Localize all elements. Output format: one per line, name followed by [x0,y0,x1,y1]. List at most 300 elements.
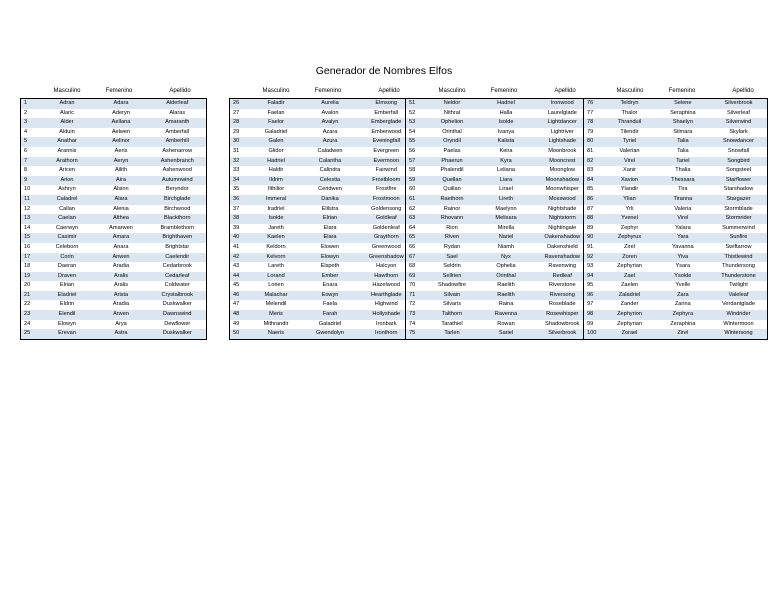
surname: Swiftarrow [710,243,768,253]
table-row [21,243,207,253]
male-name: Ophelion [426,118,479,128]
female-name: Enara [303,281,358,291]
row-number: 4 [21,128,41,138]
female-name: Selene [656,99,710,109]
surname: Graythorn [358,233,416,243]
surname: Summerwind [710,224,768,234]
female-name: Kyra [479,157,534,167]
table-row [230,262,416,272]
female-name: Elilstra [303,205,358,215]
male-name: Eladriel [41,291,94,301]
table-row [21,253,207,263]
row-number: 73 [406,310,426,320]
female-name: Ysara [656,262,710,272]
row-number: 42 [230,253,250,263]
table-row [230,329,416,339]
male-name: Arathorn [41,157,94,167]
header-masculino: Masculino [616,88,644,94]
male-name: Elowyn [41,320,94,330]
female-name: Yiva [656,253,710,263]
female-name: Farah [303,310,358,320]
male-name: Lorand [250,272,303,282]
row-number: 47 [230,300,250,310]
table-row [21,214,207,224]
female-name: Ysolde [656,272,710,282]
row-number: 60 [406,185,426,195]
row-number: 8 [21,166,41,176]
female-name: Yalara [656,224,710,234]
row-number: 9 [21,176,41,186]
table-row [230,320,416,330]
column-headers [20,88,207,98]
female-name: Hadriel [479,99,534,109]
female-name: Isolde [479,118,534,128]
table-row [584,147,768,157]
row-number: 58 [406,166,426,176]
table-row [406,300,592,310]
male-name: Callan [41,205,94,215]
row-number: 46 [230,291,250,301]
female-name: Seraphina [656,109,710,119]
male-name: Valerian [603,147,655,157]
female-name: Liara [479,176,534,186]
male-name: Caladrel [41,195,94,205]
row-number: 88 [584,214,604,224]
female-name: Aelinor [94,137,149,147]
male-name: Sael [426,253,479,263]
surname: Fairwind [358,166,416,176]
male-name: Nithral [426,109,479,119]
male-name: Galen [250,137,303,147]
surname: Amberhill [149,137,207,147]
table-row [406,128,592,138]
female-name: Melisara [479,214,534,224]
header-apellido: Apellido [554,88,576,94]
row-number: 93 [584,262,604,272]
surname: Halcyon [358,262,416,272]
surname: Caelendir [149,253,207,263]
female-name: Amara [94,233,149,243]
row-number: 91 [584,243,604,253]
names-block-3 [405,88,592,340]
surname: Thistlewind [710,253,768,263]
table-row [406,147,592,157]
surname: Goldensong [358,205,416,215]
female-name: Mirella [479,224,534,234]
male-name: Tilendir [603,128,655,138]
surname: Frostfire [358,185,416,195]
male-name: Shadowfire [426,281,479,291]
table-row [230,243,416,253]
male-name: Ylandir [603,185,655,195]
table-row [230,147,416,157]
male-name: Galadriel [250,128,303,138]
table-row [230,205,416,215]
female-name: Alsinn [94,185,149,195]
female-name: Talia [656,137,710,147]
female-name: Anara [94,243,149,253]
table-row [230,157,416,167]
row-number: 84 [584,176,604,186]
table-row [584,224,768,234]
female-name: Yavanna [656,243,710,253]
female-name: Tira [656,185,710,195]
surname: Riverstone [534,281,592,291]
male-name: Zephyrian [603,262,655,272]
female-name: Ailith [94,166,149,176]
row-number: 72 [406,300,426,310]
male-name: Glidor [250,147,303,157]
header-femenino: Femenino [490,88,518,94]
table-row [406,262,592,272]
female-name: Leliana [479,166,534,176]
surname: Songsteel [710,166,768,176]
row-number: 18 [21,262,41,272]
table-row [584,109,768,119]
surname: Twilight [710,281,768,291]
male-name: Kaelen [250,233,303,243]
surname: Alaras [149,109,207,119]
surname: Moonshadow [534,176,592,186]
male-name: Quillan [426,185,479,195]
surname: Skylark [710,128,768,138]
male-name: Xavion [603,176,655,186]
female-name: Galadriel [303,320,358,330]
male-name: Virel [603,157,655,167]
male-name: Quellan [426,176,479,186]
row-number: 11 [21,195,41,205]
female-name: Yvelle [656,281,710,291]
female-name: Lireth [479,195,534,205]
male-name: Naeris [250,329,303,339]
row-number: 62 [406,205,426,215]
female-name: Niamh [479,243,534,253]
surname: Emberfall [358,109,416,119]
header-femenino: Femenino [314,88,342,94]
row-number: 41 [230,243,250,253]
table-row [406,166,592,176]
row-number: 71 [406,291,426,301]
male-name: Isolde [250,214,303,224]
female-name: Azara [303,128,358,138]
row-number: 81 [584,147,604,157]
table-row [584,99,768,109]
male-name: Phalendil [426,166,479,176]
table-row [21,233,207,243]
surname: Silverleaf [710,109,768,119]
table-row [584,214,768,224]
female-name: Aeris [94,147,149,157]
row-number: 27 [230,109,250,119]
row-number: 98 [584,310,604,320]
female-name: Nyx [479,253,534,263]
surname: Dawnswind [149,310,207,320]
table-row [21,99,207,109]
female-name: Arista [94,291,149,301]
surname: Hawthorn [358,272,416,282]
female-name: Nariel [479,233,534,243]
surname: Ravenwing [534,262,592,272]
row-number: 65 [406,233,426,243]
female-name: Valeria [656,205,710,215]
surname: Dewflower [149,320,207,330]
column-headers [229,88,416,98]
surname: Lightshade [534,137,592,147]
female-name: Avalon [303,109,358,119]
female-name: Talia [656,147,710,157]
row-number: 61 [406,195,426,205]
female-name: Virel [656,214,710,224]
header-apellido: Apellido [378,88,400,94]
female-name: Zara [656,291,710,301]
female-name: Calantha [303,157,358,167]
surname: Silverbrook [710,99,768,109]
row-number: 5 [21,137,41,147]
table-row [406,291,592,301]
table-row [230,166,416,176]
female-name: Zephyra [656,310,710,320]
row-number: 2 [21,109,41,119]
female-name: Aurelia [303,99,358,109]
names-table [583,98,768,340]
table-row [584,310,768,320]
male-name: Adran [41,99,94,109]
female-name: Aderyn [94,109,149,119]
female-name: Keira [479,147,534,157]
row-number: 92 [584,253,604,263]
row-number: 21 [21,291,41,301]
table-row [584,243,768,253]
male-name: Tyriel [603,137,655,147]
male-name: Meris [250,310,303,320]
female-name: Ceridwen [303,185,358,195]
surname: Roseblade [534,300,592,310]
female-name: Adara [94,99,149,109]
row-number: 52 [406,109,426,119]
female-name: Silmara [656,128,710,138]
male-name: Paelas [426,147,479,157]
surname: Hollyshade [358,310,416,320]
table-row [584,233,768,243]
row-number: 79 [584,128,604,138]
male-name: Teldryn [603,99,655,109]
female-name: Danika [303,195,358,205]
female-name: Amarwen [94,224,149,234]
male-name: Eldrin [41,300,94,310]
table-row [406,243,592,253]
surname: Goldleaf [358,214,416,224]
male-name: Zorael [603,329,655,339]
female-name: Raelith [479,281,534,291]
surname: Elmsong [358,99,416,109]
male-name: Raethorn [426,195,479,205]
names-block-1 [20,88,207,340]
male-name: Daeran [41,262,94,272]
table-row [230,224,416,234]
surname: Verdantglade [710,300,768,310]
row-number: 17 [21,253,41,263]
male-name: Caerwyn [41,224,94,234]
table-row [21,281,207,291]
female-name: Yara [656,233,710,243]
surname: Rosewhisper [534,310,592,320]
row-number: 28 [230,118,250,128]
female-name: Raelith [479,291,534,301]
table-row [230,137,416,147]
surname: Eveningfall [358,137,416,147]
female-name: Althea [94,214,149,224]
table-row [230,176,416,186]
row-number: 20 [21,281,41,291]
header-masculino: Masculino [262,88,290,94]
row-number: 96 [584,291,604,301]
row-number: 12 [21,205,41,215]
male-name: Alduin [41,128,94,138]
row-number: 1 [21,99,41,109]
names-block-2 [229,88,416,340]
table-row [406,157,592,167]
male-name: Zephyr [603,224,655,234]
male-name: Ashryn [41,185,94,195]
surname: Stargazer [710,195,768,205]
surname: Greenwood [358,243,416,253]
table-row [230,185,416,195]
surname: Hearthglade [358,291,416,301]
male-name: Zephyrus [603,233,655,243]
table-row [406,137,592,147]
male-name: Hadriel [250,157,303,167]
female-name: Kalista [479,137,534,147]
male-name: Neldor [426,99,479,109]
surname: Sunfire [710,233,768,243]
row-number: 26 [230,99,250,109]
male-name: Lorien [250,281,303,291]
female-name: Avalyn [303,118,358,128]
row-number: 53 [406,118,426,128]
header-masculino: Masculino [53,88,81,94]
surname: Ashenarrow [149,147,207,157]
male-name: Sellrien [426,272,479,282]
row-number: 3 [21,118,41,128]
female-name: Aradia [94,262,149,272]
male-name: Talthorn [426,310,479,320]
row-number: 43 [230,262,250,272]
row-number: 24 [21,320,41,330]
table-row [230,195,416,205]
row-number: 66 [406,243,426,253]
surname: Amberfall [149,128,207,138]
row-number: 6 [21,147,41,157]
table-row [584,253,768,263]
table-row [584,137,768,147]
male-name: Rhovann [426,214,479,224]
row-number: 77 [584,109,604,119]
female-name: Elowen [303,243,358,253]
row-number: 64 [406,224,426,234]
table-row [406,176,592,186]
male-name: Rainor [426,205,479,215]
surname: Songbird [710,157,768,167]
surname: Ironwood [534,99,592,109]
male-name: Elendil [41,310,94,320]
surname: Oakenshadow [534,233,592,243]
surname: Redleaf [534,272,592,282]
surname: Brightstar [149,243,207,253]
surname: Moonwhisper [534,185,592,195]
male-name: Faladir [250,99,303,109]
female-name: Rowan [479,320,534,330]
surname: Evergreen [358,147,416,157]
surname: Emberwood [358,128,416,138]
table-row [21,166,207,176]
header-apellido: Apellido [732,88,754,94]
female-name: Raina [479,300,534,310]
table-row [230,272,416,282]
row-number: 31 [230,147,250,157]
male-name: Rydan [426,243,479,253]
surname: Cedarleaf [149,272,207,282]
table-row [230,233,416,243]
row-number: 38 [230,214,250,224]
female-name: Arwen [94,310,149,320]
table-row [21,205,207,215]
header-femenino: Femenino [105,88,133,94]
male-name: Draven [41,272,94,282]
surname: Nightingale [534,224,592,234]
row-number: 68 [406,262,426,272]
male-name: Iradriel [250,205,303,215]
surname: Blackthorn [149,214,207,224]
row-number: 14 [21,224,41,234]
male-name: Seldrin [426,262,479,272]
table-row [230,291,416,301]
row-number: 89 [584,224,604,234]
female-name: Celestia [303,176,358,186]
names-block-4 [583,88,768,340]
row-number: 7 [21,157,41,167]
surname: Lightriver [534,128,592,138]
female-name: Faela [303,300,358,310]
surname: Starshadow [710,185,768,195]
table-row [230,214,416,224]
table-row [406,214,592,224]
row-number: 97 [584,300,604,310]
header-femenino: Femenino [668,88,696,94]
row-number: 78 [584,118,604,128]
surname: Silverwind [710,118,768,128]
female-name: Eowyn [303,291,358,301]
row-number: 40 [230,233,250,243]
female-name: Lirael [479,185,534,195]
surname: Ironbark [358,320,416,330]
table-row [406,118,592,128]
row-number: 16 [21,243,41,253]
male-name: Zoren [603,253,655,263]
surname: Duskwalker [149,329,207,339]
table-row [406,310,592,320]
male-name: Zander [603,300,655,310]
female-name: Elrian [303,214,358,224]
female-name: Astra [94,329,149,339]
surname: Wintersong [710,329,768,339]
row-number: 83 [584,166,604,176]
female-name: Thessara [656,176,710,186]
page-title: Generador de Nombres Elfos [315,65,453,77]
male-name: Immeral [250,195,303,205]
table-row [584,329,768,339]
table-row [230,281,416,291]
female-name: Aelwen [94,128,149,138]
